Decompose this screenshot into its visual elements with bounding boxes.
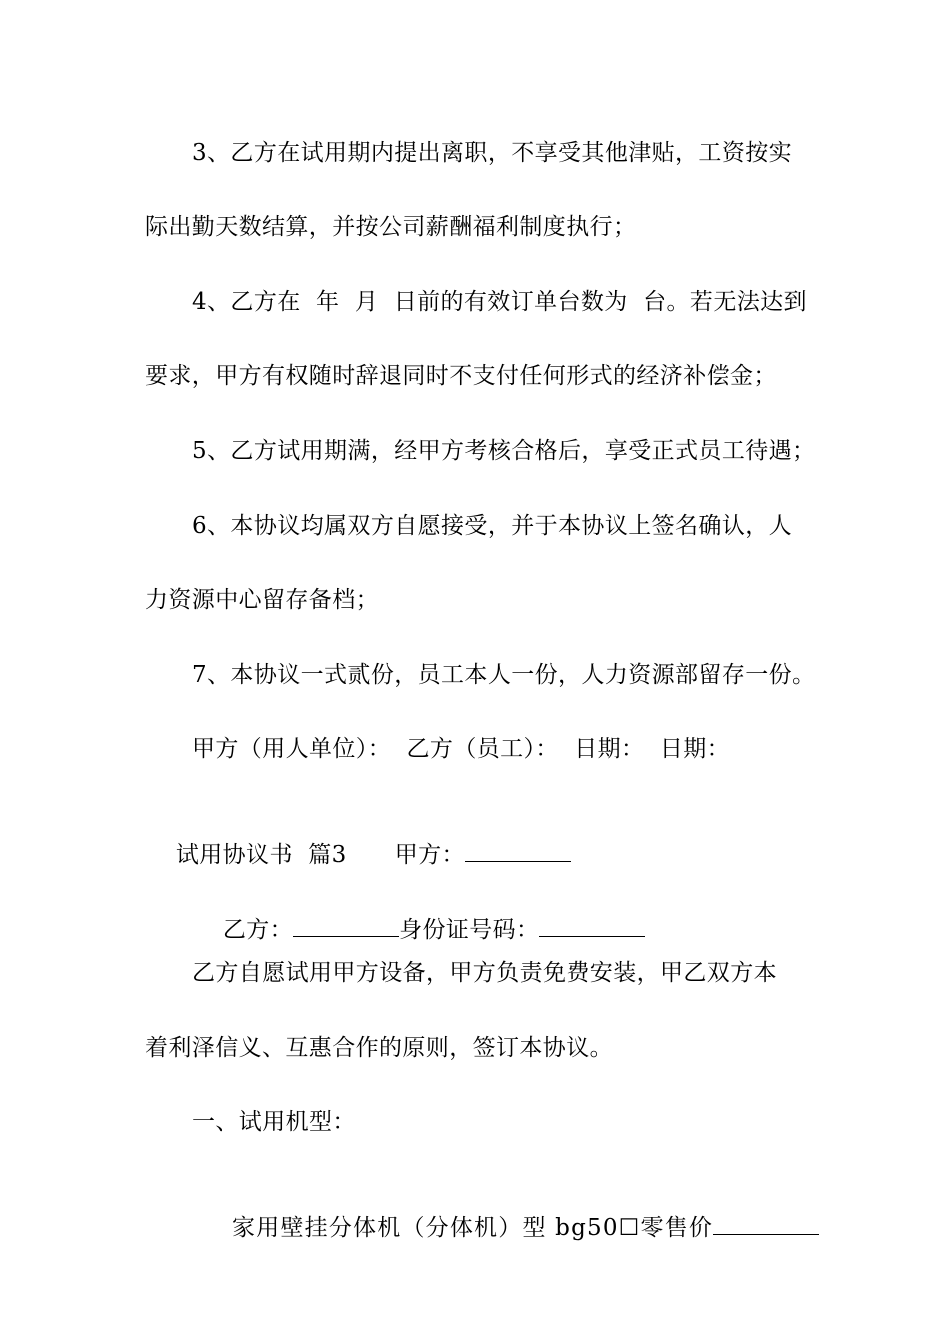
clause-7-line: 7、本协议一式贰份，员工本人一份，人力资源部留存一份。 xyxy=(192,662,816,688)
intro-line-1: 乙方自愿试用甲方设备，甲方负责免费安装，甲乙双方本 xyxy=(192,960,777,986)
model-line: 家用壁挂分体机（分体机）型 bg50☐零售价 xyxy=(232,1215,714,1241)
party-b-blank[interactable] xyxy=(293,914,399,937)
clause-6-line-1: 6、本协议均属双方自愿接受，并于本协议上签名确认，人 xyxy=(192,513,793,539)
section-1-title: 一、试用机型： xyxy=(192,1109,356,1135)
clause-3-line-1: 3、乙方在试用期内提出离职，不享受其他津贴，工资按实 xyxy=(192,140,793,166)
model-row xyxy=(198,1182,819,1273)
agreement-heading: 试用协议书 篇3 xyxy=(175,842,347,868)
intro-line-2: 着利泽信义、互惠合作的原则，签订本协议。 xyxy=(145,1035,613,1061)
clause-4-line-2: 要求，甲方有权随时辞退同时不支付任何形式的经济补偿金； xyxy=(145,363,777,389)
party-a-label: 甲方： xyxy=(394,842,465,868)
clause-4-line-1: 4、乙方在 年 月 日前的有效订单台数为 台。若无法达到 xyxy=(192,289,807,315)
id-number-blank[interactable] xyxy=(539,914,645,937)
signature-line: 甲方（用人单位）： 乙方（员工）： 日期： 日期： xyxy=(192,736,731,762)
clause-6-line-2: 力资源中心留存备档； xyxy=(145,587,379,613)
party-b-label: 乙方： xyxy=(222,917,294,943)
party-a-blank[interactable] xyxy=(465,839,571,862)
retail-price-blank[interactable] xyxy=(713,1212,819,1235)
clause-5-line: 5、乙方试用期满，经甲方考核合格后，享受正式员工待遇； xyxy=(192,438,816,464)
clause-3-line-2: 际出勤天数结算，并按公司薪酬福利制度执行； xyxy=(145,214,637,240)
id-number-label: 身份证号码： xyxy=(399,917,540,943)
